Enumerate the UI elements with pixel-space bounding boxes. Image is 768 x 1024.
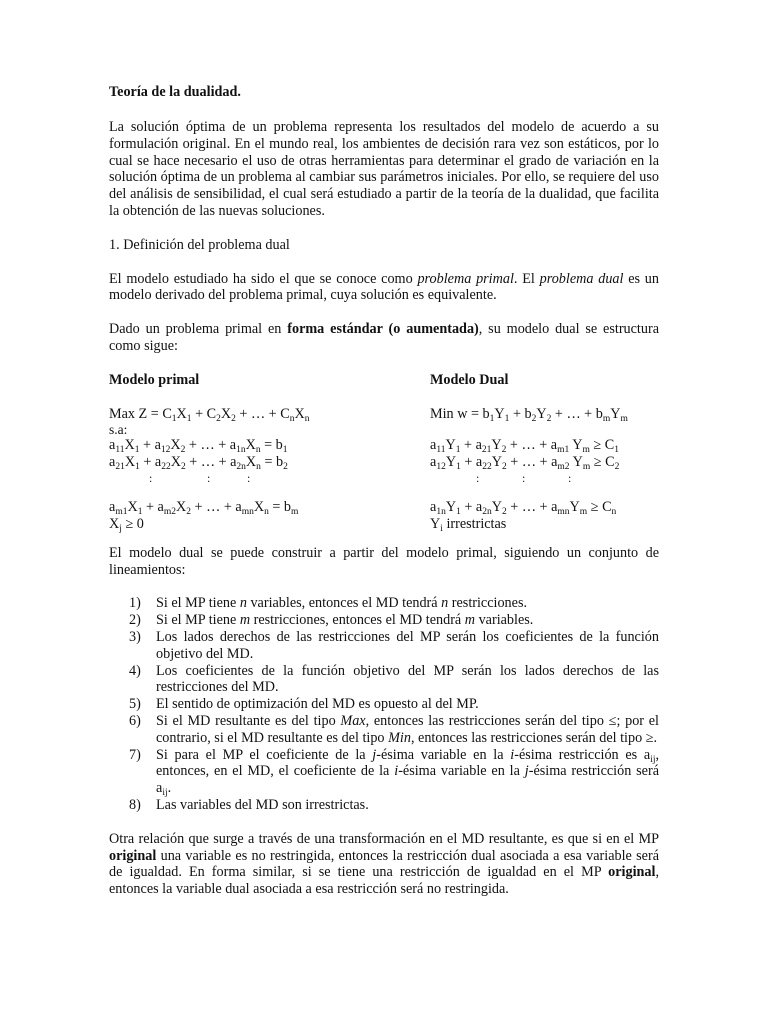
guideline-number: 6)	[129, 712, 141, 729]
dual-ellipsis: : : :	[476, 470, 572, 485]
primal-model	[109, 372, 430, 533]
guideline-number: 3)	[129, 628, 141, 645]
guideline-number: 7)	[129, 746, 141, 763]
primal-constraint-1: $a_{11}X_1 + a_{12}X_2$ + … + $a_{1n}X_n = b_1$	[109, 436, 288, 455]
subject-to-label: s.a:	[109, 421, 128, 437]
guideline-number: 4)	[129, 662, 141, 679]
document-title: Teoría de la dualidad.	[109, 84, 241, 100]
dual-constraint-2: $a_{12}Y_1 + a_{22}Y_2$ + … + $a_{m2}$ $Y_m \ge C_2$	[430, 453, 620, 472]
guidelines-intro: El modelo dual se puede construir a partir del modelo primal, siguiendo un conjunto de lineamientos:	[109, 544, 659, 578]
guideline-number: 1)	[129, 595, 141, 612]
dual-objective: Min $w = b_1Y_1 + b_2Y_2$ + … + $b_mY_m$	[430, 405, 628, 424]
intro-paragraph: La solución óptima de un problema representa los resultados del modelo de acuerdo a su formulación original. En el mundo real, los ambientes de decisión rara vez son estáticos, por lo cual se hace necesario el uso de otras herramientas para determinar el grado de variación en la solución óptima de un problema al cambiar sus parámetros iniciales. Por ello, se requiere del uso del análisis de sensibilidad, el cual será estudiado a partir de la teoría de la dualidad, que facilita la obtención de las nuevas soluciones.	[109, 119, 659, 219]
guideline-item: 1) Si el MP tiene n variables, entonces el MD tendrá n restricciones.	[129, 595, 528, 612]
closing-paragraph: Otra relación que surge a través de una transformación en el MD resultante, es que si en el MP original una variable es no restringida, entonces la restricción dual asociada a esa variable será de igualdad. En forma similar, si se tiene una restricción de igualdad en el MP original, entonces la variable dual asociada a esa restricción será no restringida.	[109, 830, 659, 898]
guideline-item: 7) Si para el MP el coeficiente de la j-ésima variable en la i-ésima restricción es $a_{ij}$, entonces, en el MD, el coeficiente de la i-ésima variable en la j-ésima restricción será $a_{ij}$.	[129, 746, 660, 799]
primal-nonnegativity: $X_j \ge 0$	[109, 515, 144, 534]
standard-form-paragraph: Dado un problema primal en forma estándar (o aumentada), su modelo dual se estructura como sigue:	[109, 321, 659, 354]
primal-constraint-m: $a_{m1}X_1 + a_{m2}X_2$ + … + $a_{mn}X_n = b_m$	[109, 498, 299, 517]
guideline-number: 5)	[129, 696, 141, 713]
guideline-number: 2)	[129, 612, 141, 629]
dual-heading: Modelo Dual	[430, 371, 509, 388]
guidelines-list	[109, 595, 659, 813]
guideline-item: 5) El sentido de optimización del MD es opuesto al del MP.	[129, 696, 479, 713]
guideline-item: 2) Si el MP tiene m restricciones, entonces el MD tendrá m variables.	[129, 612, 534, 629]
primal-dual-paragraph: El modelo estudiado ha sido el que se conoce como problema primal. El problema dual es un modelo derivado del problema primal, cuya solución es equivalente.	[109, 270, 659, 304]
primal-heading: Modelo primal	[109, 371, 200, 388]
guideline-item: 4) Los coeficientes de la función objetivo del MP serán los lados derechos de las restricciones del MD.	[129, 662, 659, 696]
primal-ellipsis: : : :	[149, 470, 251, 485]
dual-constraint-1: $a_{11}Y_1 + a_{21}Y_2$ + … + $a_{m1}$ $Y_m \ge C_1$	[430, 436, 619, 455]
dual-constraint-n: $a_{1n}Y_1 + a_{2n}Y_2$ + … + $a_{mn}Y_m \ge C_n$	[430, 498, 617, 517]
primal-constraint-2: $a_{21}X_1 + a_{22}X_2$ + … + $a_{2n}X_n = b_2$	[109, 453, 288, 472]
guideline-number: 8)	[129, 796, 141, 813]
models-comparison	[109, 372, 659, 533]
guideline-item: 8) Las variables del MD son irrestrictas.	[129, 796, 369, 813]
guideline-item: 3) Los lados derechos de las restricciones del MP serán los coeficientes de la función objetivo del MD.	[129, 628, 659, 662]
dual-unrestricted: $Y_i$ irrestrictas	[430, 515, 507, 534]
document-page	[109, 84, 659, 898]
section-heading: 1. Definición del problema dual	[109, 236, 290, 253]
dual-model	[430, 372, 659, 533]
guideline-item: 6) Si el MD resultante es del tipo Max, entonces las restricciones serán del tipo ≤; por el contrario, si el MD resultante es del tipo Min, entonces las restricciones serán del tipo ≥.	[129, 712, 659, 746]
primal-objective: Max $Z = C_1X_1 + C_2X_2$ + … + $C_nX_n$	[109, 405, 310, 424]
